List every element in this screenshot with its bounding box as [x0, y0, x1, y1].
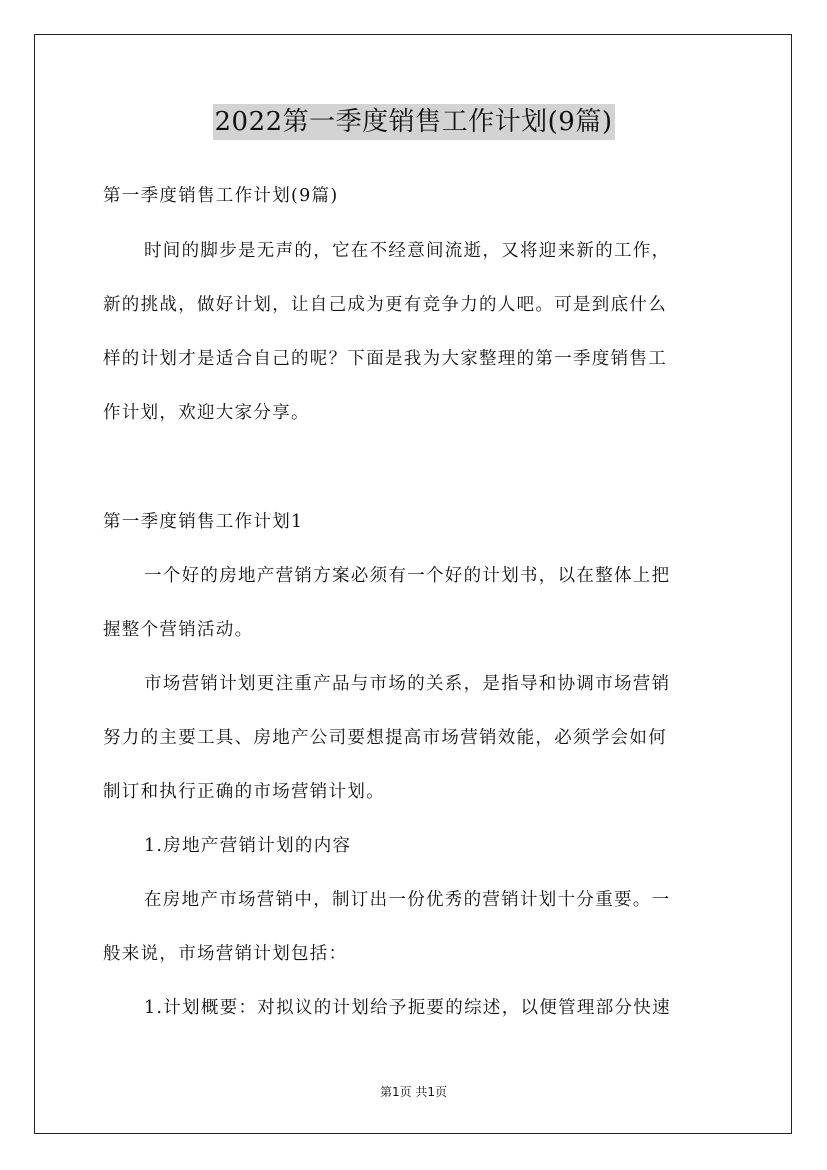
- list-heading: 1.房地产营销计划的内容: [144, 836, 352, 856]
- paragraph-line: 努力的主要工具、房地产公司要想提高市场营销效能，必须学会如何: [103, 728, 667, 748]
- paragraph-line: 握整个营销活动。: [103, 620, 254, 640]
- paragraph-line: 一个好的房地产营销方案必须有一个好的计划书，以在整体上把: [144, 566, 671, 586]
- paragraph-line: 市场营销计划更注重产品与市场的关系，是指导和协调市场营销: [144, 674, 671, 694]
- title-container: [0, 104, 827, 140]
- section-heading: 第一季度销售工作计划(9篇): [103, 186, 339, 206]
- page-number-footer: 第1页 共1页: [379, 1085, 448, 1099]
- list-item: 1.计划概要：对拟议的计划给予扼要的综述，以便管理部分快速: [144, 998, 671, 1018]
- paragraph-line: 作计划，欢迎大家分享。: [103, 403, 310, 423]
- paragraph-line: 制订和执行正确的市场营销计划。: [103, 782, 385, 802]
- paragraph-line: 新的挑战，做好计划，让自己成为更有竞争力的人吧。可是到底什么: [103, 295, 667, 315]
- paragraph-line: 在房地产市场营销中，制订出一份优秀的营销计划十分重要。一: [144, 890, 671, 910]
- paragraph-line: 样的计划才是适合自己的呢？下面是我为大家整理的第一季度销售工: [103, 349, 667, 369]
- paragraph-line: 时间的脚步是无声的，它在不经意间流逝，又将迎来新的工作，: [144, 241, 671, 261]
- paragraph-line: 般来说，市场营销计划包括：: [103, 944, 348, 964]
- section-heading: 第一季度销售工作计划1: [103, 512, 304, 532]
- document-title: 2022第一季度销售工作计划(9篇): [213, 104, 615, 140]
